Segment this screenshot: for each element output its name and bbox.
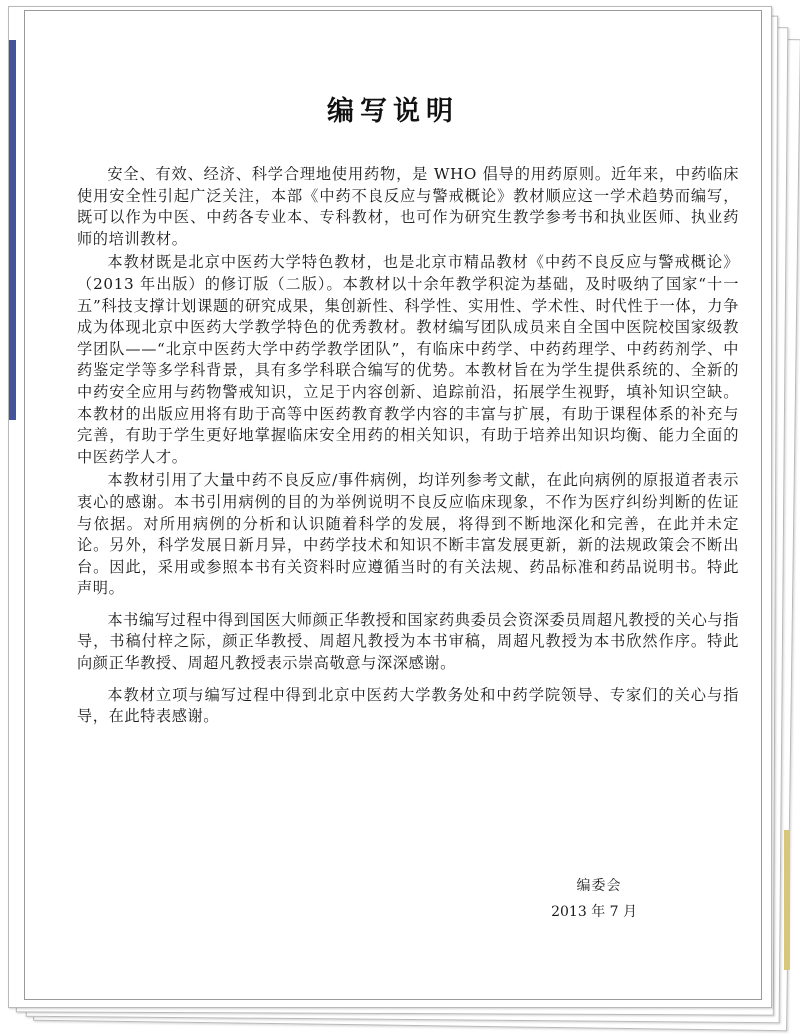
paragraph-2: 本教材既是北京中医药大学特色教材，也是北京市精品教材《中药不良反应与警戒概论》（2013 年出版）的修订版（二版）。本教材以十余年教学积淀为基础，及时吸纳了国家“十一五”科技支撑计划课题的研究成果，集创新性、科学性、实用性、学术性、时代性于一体，力争成为体现北京中医药大学教学特色的优秀教材。教材编写团队成员来自全国中医院校国家级教学团队——“北京中医药大学中药学教学团队”，有临床中药学、中药药理学、中药药剂学、中药鉴定学等多学科背景，具有多学科联合编写的优势。本教材旨在为学生提供系统的、全新的中药安全应用与药物警戒知识，立足于内容创新、追踪前沿，拓展学生视野，填补知识空缺。本教材的出版应用将有助于高等中医药教育教学内容的丰富与扩展，有助于课程体系的补充与完善，有助于学生更好地掌握临床安全用药的相关知识，有助于培养出知识均衡、能力全面的中医药学人才。 (77, 253, 739, 466)
paragraph-4: 本书编写过程中得到国医大师颜正华教授和国家药典委员会资深委员周超凡教授的关心与指导，书稿付梓之际，颜正华教授、周超凡教授为本书审稿，周超凡教授为本书欣然作序。特此向颜正华教授、周超凡教授表示崇高敬意与深深感谢。 (77, 610, 739, 673)
body-text (77, 164, 739, 728)
paragraph-1: 安全、有效、经济、科学合理地使用药物，是 WHO 倡导的用药原则。近年来，中药临床使用安全性引起广泛关注，本部《中药不良反应与警戒概论》教材顺应这一学术趋势而编写，既可以作为中医、中药各专业本、专科教材，也可作为研究生教学参考书和执业医师、执业药师的培训教材。 (77, 165, 739, 248)
signature-org: 编委会 (576, 878, 622, 894)
signature-date: 2013 年 7 月 (551, 904, 637, 920)
page-title: 编写说明 (327, 96, 459, 127)
signature-block (551, 873, 637, 925)
document-page (24, 10, 762, 1000)
book-cover-edge-right (784, 830, 790, 970)
paragraph-3: 本教材引用了大量中药不良反应/事件病例，均详列参考文献，在此向病例的原报道者表示衷心的感谢。本书引用病例的目的为举例说明不良反应临床现象，不作为医疗纠纷判断的佐证与依据。对所用病例的分析和认识随着科学的发展，将得到不断地深化和完善，在此并未定论。另外，科学发展日新月异，中药学技术和知识不断丰富发展更新，新的法规政策会不断出台。因此，采用或参照本书有关资料时应遵循当时的有关法规、药品标准和药品说明书。特此声明。 (77, 471, 739, 598)
book-cover-edge-left (9, 40, 16, 420)
paragraph-5: 本教材立项与编写过程中得到北京中医药大学教务处和中药学院领导、专家们的关心与指导，在此特表感谢。 (77, 685, 739, 726)
